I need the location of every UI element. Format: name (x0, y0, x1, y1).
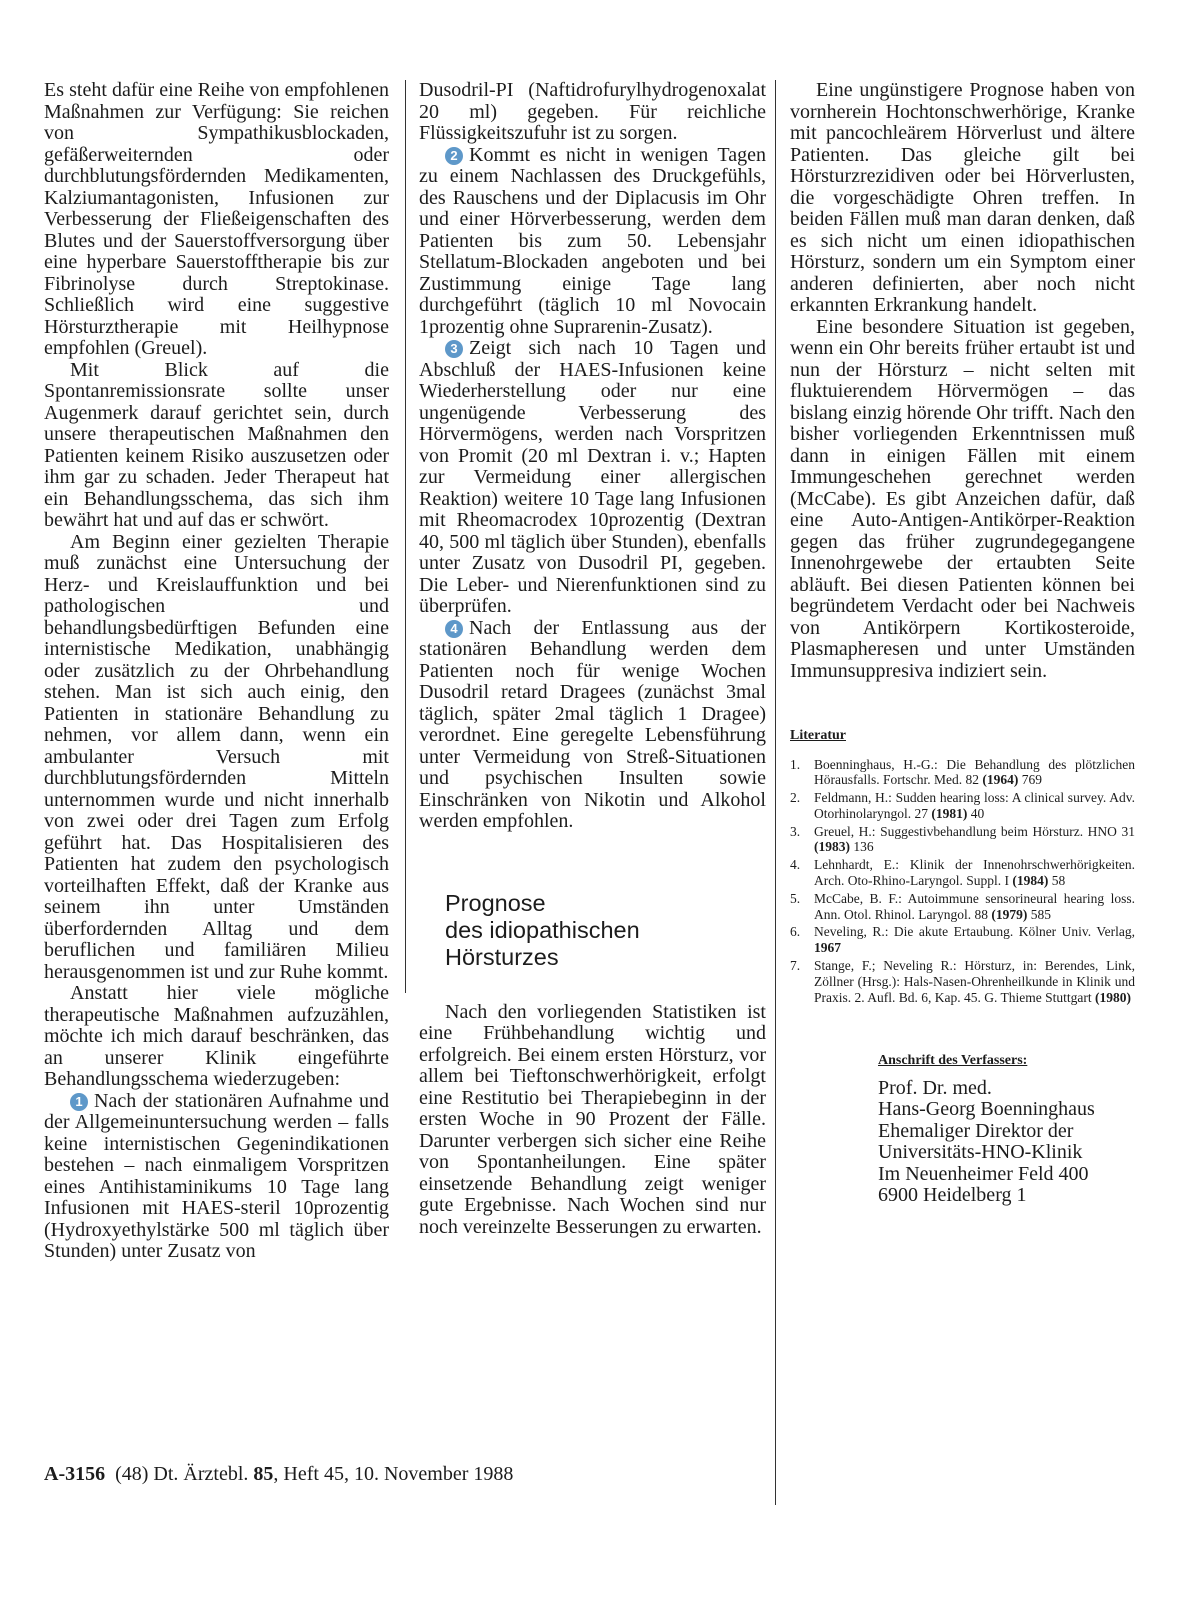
paragraph: Es steht dafür eine Reihe von empfohlenen Maßnahmen zur Verfügung: Sie reichen von Sympathikusblockaden, gefäßerweiternden oder durchblutungsfördernden Medikamenten, Kalziumantagonisten, Infusionen zur Verbesserung der Fließeigenschaften des Blutes und der Sauerstoffversorgung über eine hyperbare Sauerstofftherapie bis zur Fibrinolyse durch Streptokinase. Schließlich wird eine suggestive Hörsturztherapie mit Heilhypnose empfohlen (Greuel). (44, 79, 389, 359)
address-line: Hans-Georg Boenninghaus (878, 1098, 1095, 1121)
references-title: Literatur (790, 728, 846, 743)
address-line: Universitäts-HNO-Klinik (878, 1141, 1083, 1164)
heading-line: des idiopathischen (445, 916, 640, 943)
page-code: A-3156 (44, 1463, 106, 1485)
step-text: Nach der Entlassung aus der stationären Behandlung werden dem Patienten noch für wenige Wochen Dusodril retard Dragees (zunächst 3mal täglich, später 2mal täglich 1 Dragee) verordnet. Eine geregelte Lebensführung unter Vermeidung von Streß-Situationen und psychischen Insulten sowie Einschränken von Nikotin und Alkohol werden empfohlen. (419, 616, 766, 832)
step-1-paragraph (44, 1091, 389, 1263)
paragraph: Anstatt hier viele mögliche therapeutische Maßnahmen aufzuzählen, möchte ich mich darauf beschränken, das an unserer Klinik eingeführte Behandlungsschema wiederzugeben: (44, 982, 389, 1090)
step-number-badge: 2 (445, 147, 463, 165)
address-line: Im Neuenheimer Feld 400 (878, 1162, 1089, 1185)
reference-item: 5. McCabe, B. F.: Autoimmune sensorineural hearing loss. Ann. Otol. Rhinol. Laryngol. 88 (1979) 585 (790, 890, 1135, 922)
paragraph: Eine besondere Situation ist gegeben, wenn ein Ohr bereits früher ertaubt ist und nun der Hörsturz – nicht selten mit fluktuierendem Hörvermögen – das bislang einzig hörende Ohr trifft. Nach den bisher vorliegenden Erkenntnissen muß dann in einigen Fällen mit einem Immungeschehen gerechnet werden (McCabe). Es gibt Anzeichen dafür, daß eine Auto-Antigen-Antikörper-Reaktion gegen das früher zugrundegegangene Innenohrgewebe der ertaubten Seite abläuft. Bei diesen Patienten können bei begründetem Verdacht oder bei Nachweis von Antikörpern Kortikosteroide, Plasmapheresen und unter Umständen Immunsuppresiva indiziert sein. (790, 315, 1135, 682)
column-2 (419, 80, 766, 1238)
volume-number: 85 (253, 1463, 274, 1485)
paragraph: Am Beginn einer gezielten Therapie muß zunächst eine Untersuchung der Herz- und Kreislauffunktion und bei pathologischen und behandlungsbedürftigen Befunden eine internistische Medikation, unabhängig oder zusätzlich zu der Ohrbehandlung stehen. Man ist sich auch einig, den Patienten in stationäre Behandlung zu nehmen, vor allem dann, wenn ein ambulanter Versuch mit durchblutungsfördernden Mitteln unternommen wurde und nicht innerhalb von zwei oder drei Tagen zum Erfolg geführt hat. Das Hospitalisieren des Patienten hat zudem den psychologisch vorteilhaften Effekt, daß der Kranke aus seinem ihn unter Umständen überfordernden Alltag und dem beruflichen und familiären Milieu herausgenommen ist und zur Ruhe kommt. (44, 530, 389, 983)
step-4-paragraph (419, 618, 766, 833)
section-heading (445, 890, 766, 971)
paragraph: Eine ungünstigere Prognose haben von vornherein Hochtonschwerhörige, Kranke mit pancochleärem Hörverlust und ältere Patienten. Das gleiche gilt bei Hörsturzrezidiven oder bei Hörverlusten, die vorgeschädigte Ohren treffen. In beiden Fällen muß man daran denken, daß es sich nicht um einen idiopathischen Hörsturz, sondern um ein Symptom einer anderen definierten, aber noch nicht erkannten Erkrankung handelt. (790, 79, 1135, 316)
reference-item: 6. Neveling, R.: Die akute Ertaubung. Kölner Univ. Verlag, 1967 (790, 924, 1135, 956)
address-line: 6900 Heidelberg 1 (878, 1184, 1027, 1207)
step-number-badge: 3 (445, 340, 463, 358)
step-3-paragraph (419, 338, 766, 618)
paragraph: Dusodril-PI (Naftidrofurylhydrogenoxalat 20 ml) gegeben. Für reichliche Flüssigkeitszufuhr ist zu sorgen. (419, 79, 766, 144)
step-2-paragraph (419, 145, 766, 339)
reference-item: 7. Stange, F.; Neveling R.: Hörsturz, in: Berendes, Link, Zöllner (Hrsg.): Hals-Nasen-Ohrenheilkunde in Klinik und Praxis. 2. Aufl. Bd. 6, Kap. 45. G. Thieme Stuttgart (1980) (790, 958, 1135, 1005)
step-text: Nach der stationären Aufnahme und der Allgemeinuntersuchung werden – falls keine internistischen Gegenindikationen bestehen – nach einmaligem Vorspritzen eines Antihistaminikums 10 Tage lang Infusionen mit HAES-steril 10prozentig (Hydroxyethylstärke 500 ml täglich über Stunden) unter Zusatz von (44, 1089, 389, 1262)
references-list (790, 757, 1135, 1006)
heading-line: Hörsturzes (445, 943, 559, 970)
address-line: Prof. Dr. med. (878, 1076, 992, 1099)
step-number-badge: 1 (70, 1093, 88, 1111)
address-line: Ehemaliger Direktor der (878, 1119, 1074, 1142)
paragraph: Nach den vorliegenden Statistiken ist eine Frühbehandlung wichtig und erfolgreich. Bei einem ersten Hörsturz, vor allem bei Tieftonschwerhörigkeit, erfolgt eine Restitutio bei Therapiebeginn in der ersten Woche in 90 Prozent der Fälle. Darunter verbergen sich sicher eine Reihe von Spontanheilungen. Eine später einsetzende Behandlung zeigt weniger gute Ergebnisse. Nach Wochen sind nur noch vereinzelte Besserungen zu erwarten. (419, 1000, 766, 1238)
page-source: (48) Dt. Ärztebl. (115, 1463, 249, 1485)
reference-item: 1. Boenninghaus, H.-G.: Die Behandlung des plötzlichen Hörausfalls. Fortschr. Med. 82 (1964) 769 (790, 756, 1135, 788)
step-text: Kommt es nicht in wenigen Tagen zu einem Nachlassen des Druckgefühls, des Rauschens und der Diplacusis im Ohr und einer Hörverbesserung, werden dem Patienten bis zum 50. Lebensjahr Stellatum-Blockaden angeboten und bei Zustimmung einige Tage lang durchgeführt (täglich 10 ml Novocain 1prozentig ohne Suprarenin-Zusatz). (419, 143, 766, 338)
column-divider (775, 80, 776, 1505)
reference-item: 4. Lehnhardt, E.: Klinik der Innenohrschwerhörigkeiten. Arch. Oto-Rhino-Laryngol. Suppl. I (1984) 58 (790, 857, 1135, 889)
step-number-badge: 4 (445, 620, 463, 638)
paragraph: Mit Blick auf die Spontanremissionsrate sollte unser Augenmerk darauf gerichtet sein, durch unsere therapeutischen Maßnahmen den Patienten keinem Risiko auszusetzen oder ihm gar zu schaden. Jeder Therapeut hat ein Behandlungsschema, das sich ihm bewährt hat und auf das er schwört. (44, 358, 389, 531)
column-3 (790, 80, 1135, 1207)
column-divider (405, 80, 406, 993)
page-footer (44, 1463, 513, 1486)
issue-date: , Heft 45, 10. November 1988 (273, 1463, 514, 1485)
reference-item: 3. Greuel, H.: Suggestivbehandlung beim Hörsturz. HNO 31 (1983) 136 (790, 823, 1135, 855)
reference-item: 2. Feldmann, H.: Sudden hearing loss: A clinical survey. Adv. Otorhinolaryngol. 27 (1981) 40 (790, 790, 1135, 821)
step-text: Zeigt sich nach 10 Tagen und Abschluß der HAES-Infusionen keine Wiederherstellung oder nur eine ungenügende Verbesserung des Hörvermögens, werden nach Vorspritzen von Promit (20 ml Dextran i. v.; Hapten zur Vermeidung einer allergischen Reaktion) weitere 10 Tage lang Infusionen mit Rheomacrodex 10prozentig (Dextran 40, 500 ml täglich über Stunden), ebenfalls unter Zusatz von Dusodril PI, gegeben. Die Leber- und Nierenfunktionen sind zu überprüfen. (419, 337, 766, 617)
heading-line: Prognose (445, 889, 546, 916)
column-1 (44, 80, 389, 1263)
author-address-title: Anschrift des Verfassers: (878, 1053, 1028, 1069)
